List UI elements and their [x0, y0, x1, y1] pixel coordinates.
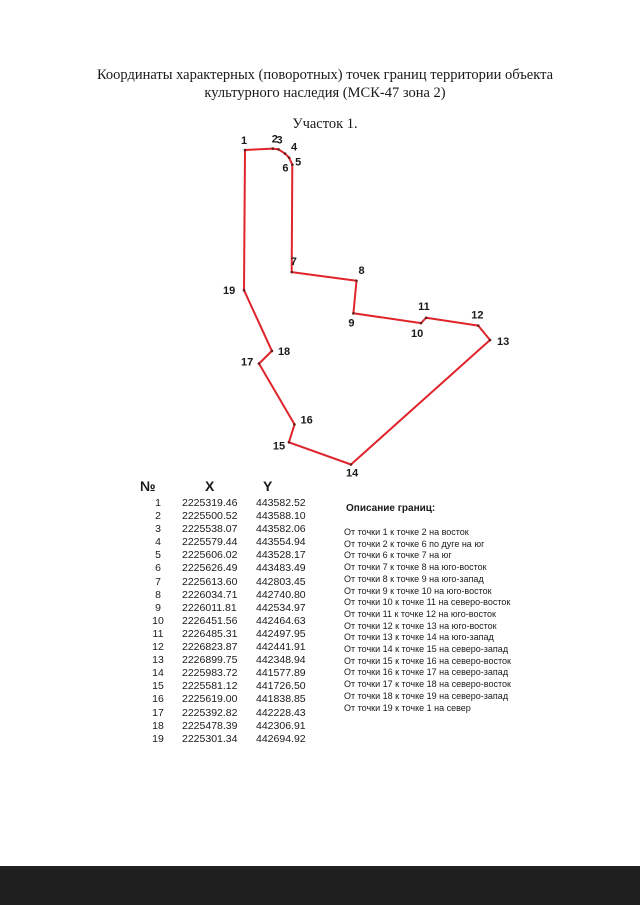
coord-y: 442803.45: [256, 575, 306, 588]
point-marker: [271, 350, 274, 353]
coord-y: 443582.52: [256, 497, 306, 509]
point-number: 14: [152, 667, 164, 680]
coord-x: 2226034.71: [182, 588, 238, 601]
coord-x: 2225613.60: [182, 575, 238, 588]
table-row: [138, 549, 326, 562]
point-number: 17: [152, 706, 164, 719]
point-label: 14: [345, 467, 359, 480]
coord-x: 2225626.49: [182, 562, 238, 575]
coord-y: 442694.92: [256, 732, 306, 745]
table-row: [138, 536, 326, 549]
coord-y: 442306.91: [256, 719, 306, 732]
description-item: От точки 10 к точке 11 на северо-восток: [344, 597, 511, 608]
point-number: 2: [155, 510, 161, 523]
point-marker: [489, 339, 492, 342]
table-row: [138, 497, 326, 510]
point-number: 15: [152, 680, 164, 693]
table-row: [138, 562, 326, 575]
description-item: От точки 19 к точке 1 на север: [344, 702, 471, 713]
point-marker: [284, 152, 287, 155]
table-row: [138, 510, 326, 523]
point-label: 12: [471, 309, 484, 322]
point-number: 16: [152, 693, 164, 706]
table-row: [138, 680, 326, 693]
table-row: [138, 641, 326, 654]
table-row: [138, 523, 326, 536]
point-marker: [477, 324, 480, 327]
coord-x: 2225619.00: [182, 693, 238, 706]
table-row: [138, 654, 326, 667]
description-item: От точки 12 к точке 13 на юго-восток: [344, 620, 497, 631]
table-row: [138, 707, 326, 720]
point-number: 8: [155, 588, 161, 601]
point-label: 3: [276, 134, 283, 147]
point-label: 19: [222, 285, 236, 298]
description-item: От точки 1 к точке 2 на восток: [344, 527, 469, 537]
coord-y: 442228.43: [256, 706, 306, 719]
point-label: 1: [241, 135, 248, 147]
point-number: 10: [152, 614, 164, 627]
point-number: 5: [155, 549, 161, 562]
coord-y: 442348.94: [256, 654, 306, 667]
description-item: От точки 7 к точке 8 на юго-восток: [344, 562, 487, 573]
point-label: 10: [411, 328, 424, 341]
coord-x: 2225319.46: [182, 497, 238, 509]
coord-x: 2225392.82: [182, 706, 238, 719]
document-title: Координаты характерных (поворотных) точек границ территории объекта культурного наследия (МСК-47 зона 2): [96, 67, 554, 101]
point-number: 12: [152, 641, 164, 654]
coord-y: 443554.94: [256, 536, 306, 549]
coord-y: 443528.17: [256, 549, 306, 562]
coord-y: 443483.49: [256, 562, 306, 575]
coord-x: 2226899.75: [182, 654, 238, 667]
point-number: 3: [155, 523, 161, 536]
coord-y: 442497.95: [256, 627, 306, 640]
point-marker: [293, 423, 296, 426]
table-row: [138, 589, 326, 602]
plot-subtitle: Участок 1.: [292, 116, 358, 132]
coord-x: 2226451.56: [182, 614, 238, 627]
point-label: 7: [290, 256, 297, 269]
point-marker: [350, 463, 353, 466]
coord-x: 2225983.72: [182, 667, 238, 680]
coord-x: 2226485.31: [182, 627, 238, 640]
description-item: От точки 15 к точке 16 на северо-восток: [344, 655, 511, 666]
coord-y: 441726.50: [256, 680, 306, 693]
coord-y: 443582.06: [256, 523, 306, 536]
point-label: 15: [272, 440, 286, 453]
point-number: 11: [152, 627, 164, 640]
point-marker: [420, 322, 423, 325]
point-label: 2: [271, 133, 278, 146]
description-item: От точки 8 к точке 9 на юго-запад: [344, 573, 484, 584]
coord-x: 2226823.87: [182, 641, 238, 654]
point-label: 8: [358, 264, 365, 277]
point-marker: [352, 312, 355, 315]
boundary-polygon: [244, 149, 490, 465]
coord-y: 441838.85: [256, 693, 306, 706]
point-marker: [291, 163, 294, 166]
coord-x: 2225606.02: [182, 549, 238, 562]
boundary-point-labels: [223, 134, 509, 480]
point-label: 5: [295, 156, 302, 169]
description-item: От точки 9 к точке 10 на юго-восток: [344, 585, 492, 596]
coord-x: 2226011.81: [182, 601, 237, 614]
table-row: [138, 615, 326, 628]
coord-x: 2225478.39: [182, 719, 238, 732]
col-header-x: X: [205, 478, 215, 494]
coord-x: 2225579.44: [182, 536, 238, 549]
point-marker: [288, 441, 291, 444]
description-item: От точки 11 к точке 12 на юго-восток: [344, 608, 496, 619]
description-item: От точки 17 к точке 18 на северо-восток: [344, 679, 511, 690]
coord-y: 441577.89: [256, 667, 306, 680]
table-row: [138, 602, 326, 615]
coord-y: 442740.80: [256, 588, 306, 601]
table-row: [138, 693, 326, 706]
col-header-y: Y: [263, 478, 273, 494]
table-row: [138, 628, 326, 641]
point-marker: [258, 362, 261, 365]
point-number: 4: [155, 536, 161, 549]
point-marker: [244, 149, 247, 152]
coord-y: 442464.63: [256, 614, 306, 627]
table-row: [138, 667, 326, 680]
point-number: 18: [152, 719, 164, 732]
description-title: Описание границ:: [346, 503, 436, 514]
description-item: От точки 16 к точке 17 на северо-запад: [344, 667, 509, 678]
coord-y: 442534.97: [256, 601, 306, 614]
point-marker: [355, 279, 358, 282]
table-row: [138, 576, 326, 589]
col-header-no: №: [140, 478, 156, 494]
boundary-point-markers: [240, 147, 492, 466]
point-label: 6: [282, 162, 289, 175]
point-label: 18: [277, 345, 291, 358]
point-marker: [243, 289, 246, 292]
boundary-description-list: [344, 527, 511, 714]
point-number: 13: [152, 654, 164, 667]
point-number: 6: [155, 562, 161, 575]
point-marker: [425, 316, 428, 319]
coord-y: 442441.91: [256, 641, 306, 654]
description-item: От точки 14 к точке 15 на северо-запад: [344, 644, 509, 655]
point-number: 9: [155, 601, 161, 614]
coord-x: 2225301.34: [182, 732, 238, 745]
point-label: 11: [418, 300, 430, 313]
description-item: От точки 2 к точке 6 по дуге на юг: [344, 538, 485, 549]
point-marker: [277, 148, 280, 151]
point-marker: [271, 147, 274, 150]
coord-y: 443588.10: [256, 510, 306, 523]
point-marker: [290, 271, 293, 274]
point-number: 7: [155, 575, 161, 588]
coord-x: 2225538.07: [182, 523, 238, 536]
description-item: От точки 18 к точке 19 на северо-запад: [344, 690, 509, 701]
point-label: 9: [348, 317, 355, 330]
point-label: 4: [290, 141, 298, 154]
scan-bottom-edge: [0, 866, 640, 905]
point-number: 19: [152, 732, 164, 745]
coord-x: 2225581.12: [182, 680, 238, 693]
table-row: [138, 733, 326, 746]
description-item: От точки 6 к точке 7 на юг: [344, 550, 452, 561]
point-number: 1: [155, 497, 161, 509]
point-label: 16: [300, 414, 313, 427]
coord-x: 2225500.52: [182, 510, 238, 523]
point-marker: [288, 156, 291, 159]
coordinates-table: [138, 497, 326, 746]
point-label: 17: [240, 356, 254, 369]
description-item: От точки 13 к точке 14 на юго-запад: [344, 632, 494, 643]
point-label: 13: [497, 336, 510, 349]
table-row: [138, 720, 326, 733]
